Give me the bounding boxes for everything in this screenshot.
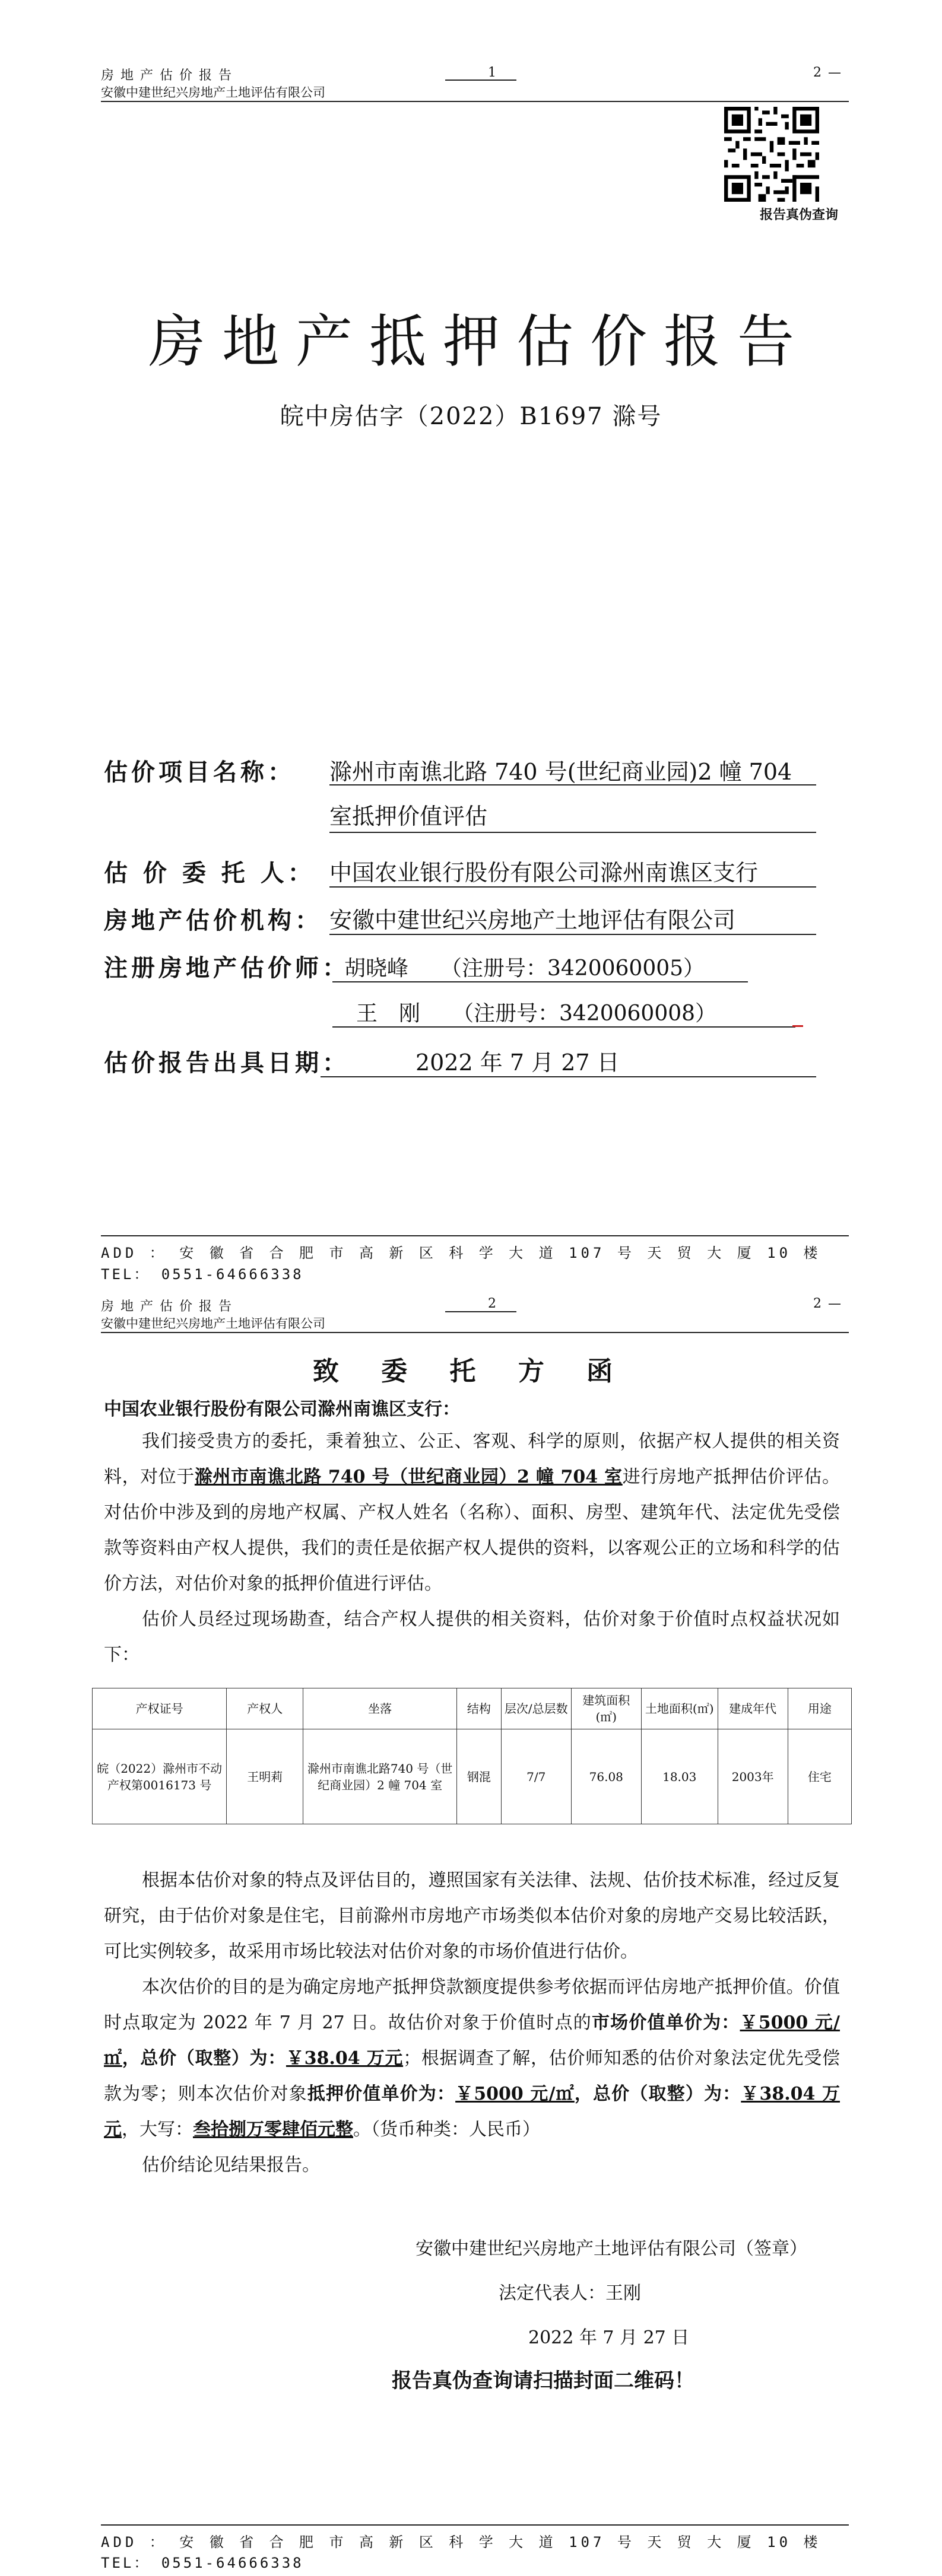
date-value: 2022 年 7 月 27 日 [416,1050,620,1076]
project-name-value-line1: 滁州市南谯北路 740 号(世纪商业园)2 幢 704 [329,759,792,785]
para4-market-unit-price: ￥5000 元/㎡ [104,2012,840,2069]
agency-underline [329,934,816,935]
report-number: 皖中房估字（2022）B1697 滁号 [280,403,662,430]
para4-text-k: ，大写： [122,2119,193,2140]
appraiser-1: 胡晓峰 （注册号：3420060005） [344,956,705,981]
table-row [93,1729,852,1824]
appraiser-1-underline [332,981,748,982]
qr-code-image [724,107,819,202]
project-name-label: 估价项目名称： [104,758,295,786]
appraiser-2-underline [332,1026,795,1028]
property-table [92,1688,852,1824]
signature-representative: 法定代表人：王刚 [499,2283,641,2304]
header-page-underline [445,79,516,81]
table-cell: 滁州市南谯北路740 号（世纪商业园）2 幢 704 室 [303,1729,457,1824]
footer-address: ADD ： 安 徽 省 合 肥 市 高 新 区 科 学 大 道 107 号 天 贸 大 厦 10 楼 [101,2534,822,2550]
salutation: 中国农业银行股份有限公司滁州南谯区支行： [104,1399,460,1420]
letter-body-2 [104,1863,840,2183]
red-mark [792,1025,803,1027]
footer-tel: TEL： 0551-64666338 [101,2555,304,2571]
para4-mortgage-total-label: ，总价（取整）为： [574,2084,741,2104]
table-cell: 王明莉 [227,1729,303,1824]
table-header-cell: 层次/总层数 [501,1688,571,1729]
client-value: 中国农业银行股份有限公司滁州南谯区支行 [329,860,759,886]
header-divider [101,1332,849,1333]
para4-market-unit-label: 市场价值单价为： [591,2012,740,2033]
para4-total-label: ，总价（取整）为： [122,2048,286,2069]
para4-mortgage-total: ￥38.04 万元 [104,2084,840,2140]
project-underline-2 [329,832,816,833]
para1-text-c: 进行房地产抵押估价评估。对估价中涉及到的房地产权属、产权人姓名（名称）、面积、房型、建筑年代、法定优先受偿款等资料由产权人提供，我们的责任是依据产权人提供的资料，以客观公正的立场和科学的估价方法，对估价对象的抵押价值进行评估。 [104,1467,840,1594]
header-page-total: 2 — [813,65,842,80]
date-underline [321,1076,816,1077]
paragraph-1 [104,1424,840,1602]
report-title: 房地产抵押估价报告 [148,309,811,375]
table-header-cell: 土地面积(㎡) [641,1688,718,1729]
paragraph-2: 估价人员经过现场勘查，结合产权人提供的相关资料，估价对象于价值时点权益状况如下： [104,1609,840,1665]
para4-text-f: ；根据调查了解，估价师知悉的估价对象法定优先受偿款为零；则本次估价对象 [104,2048,840,2104]
footer-tel: TEL： 0551-64666338 [101,1266,304,1283]
para4-text-m: 。（货币种类：人民币） [353,2119,540,2140]
qr-code[interactable] [724,107,819,202]
paragraph-5: 估价结论见结果报告。 [142,2155,320,2176]
header-page-underline [445,1311,516,1312]
table-header-cell: 用途 [788,1688,851,1729]
table-cell: 钢混 [457,1729,502,1824]
table-header-row [93,1688,852,1729]
para4-text-a: 本次估价的目的是为确定房地产抵押贷款额度提供参考依据而评估房地产抵押价值。价值时点取定为 2022 年 7 月 27 日。故估价对象于价值时点的 [104,1977,840,2033]
client-label: 估 价 委 托 人： [104,859,315,887]
para4-mortgage-unit-price: ￥5000 元/㎡ [455,2084,575,2104]
letter-title: 致 委 托 方 函 [312,1356,630,1386]
table-header-cell: 产权人 [227,1688,303,1729]
para4-amount-in-words: 叁拾捌万零肆佰元整 [193,2119,353,2140]
table-cell: 7/7 [501,1729,571,1824]
table-cell: 76.08 [571,1729,641,1824]
footer-divider [101,1235,849,1236]
agency-label: 房地产估价机构： [104,907,322,934]
header-title: 房 地 产 估 价 报 告 [101,68,233,83]
table-cell: 18.03 [641,1729,718,1824]
table-cell: 2003年 [718,1729,788,1824]
paragraph-4 [104,1970,840,2148]
header-page-total: 2 — [813,1296,842,1311]
table-header-cell: 结构 [457,1688,502,1729]
para1-text-a: 我们接受贵方的委托，秉着独立、公正、客观、科学的原则，依据产权人提供的相关资料，对位于 [104,1431,840,1487]
table-header-cell: 坐落 [303,1688,457,1729]
client-underline [329,886,816,888]
signature-company: 安徽中建世纪兴房地产土地评估有限公司（签章） [416,2238,807,2259]
signature-date: 2022 年 7 月 27 日 [528,2327,690,2348]
appraiser-label: 注册房地产估价师： [104,954,350,982]
para4-mortgage-unit-label: 抵押价值单价为： [307,2084,456,2104]
agency-value: 安徽中建世纪兴房地产土地评估有限公司 [329,907,736,933]
header-page-number: 2 [488,1296,497,1311]
date-label: 估价报告出具日期： [104,1049,350,1077]
appraiser-2: 王 刚 （注册号：3420060008） [356,1001,717,1026]
table-header-cell: 建成年代 [718,1688,788,1729]
footer-address: ADD ： 安 徽 省 合 肥 市 高 新 区 科 学 大 道 107 号 天 贸 大 厦 10 楼 [101,1245,822,1261]
header-company: 安徽中建世纪兴房地产土地评估有限公司 [101,85,325,100]
verify-note: 报告真伪查询请扫描封面二维码！ [392,2369,694,2393]
header-company: 安徽中建世纪兴房地产土地评估有限公司 [101,1316,325,1331]
qr-caption: 报告真伪查询 [760,208,839,222]
table-cell: 住宅 [788,1729,851,1824]
header-divider [101,101,849,102]
para1-property-address: 滁州市南谯北路 740 号（世纪商业园）2 幢 704 室 [194,1467,623,1487]
project-name-value-line2: 室抵押价值评估 [329,803,488,829]
footer-divider [101,2524,849,2526]
header-title: 房 地 产 估 价 报 告 [101,1299,233,1314]
paragraph-3: 根据本估价对象的特点及评估目的，遵照国家有关法律、法规、估价技术标准，经过反复研究，由于估价对象是住宅，目前滁州市房地产市场类似本估价对象的房地产交易比较活跃，可比实例较多，故采用市场比较法对估价对象的市场价值进行估价。 [104,1870,840,1962]
table-header-cell: 产权证号 [93,1688,227,1729]
project-underline-1 [329,784,816,785]
header-page-number: 1 [488,65,497,80]
table-header-cell: 建筑面积(㎡) [571,1688,641,1729]
table-cell: 皖（2022）滁州市不动产权第0016173 号 [93,1729,227,1824]
letter-body [104,1424,840,1673]
para4-market-total: ￥38.04 万元 [286,2048,404,2069]
